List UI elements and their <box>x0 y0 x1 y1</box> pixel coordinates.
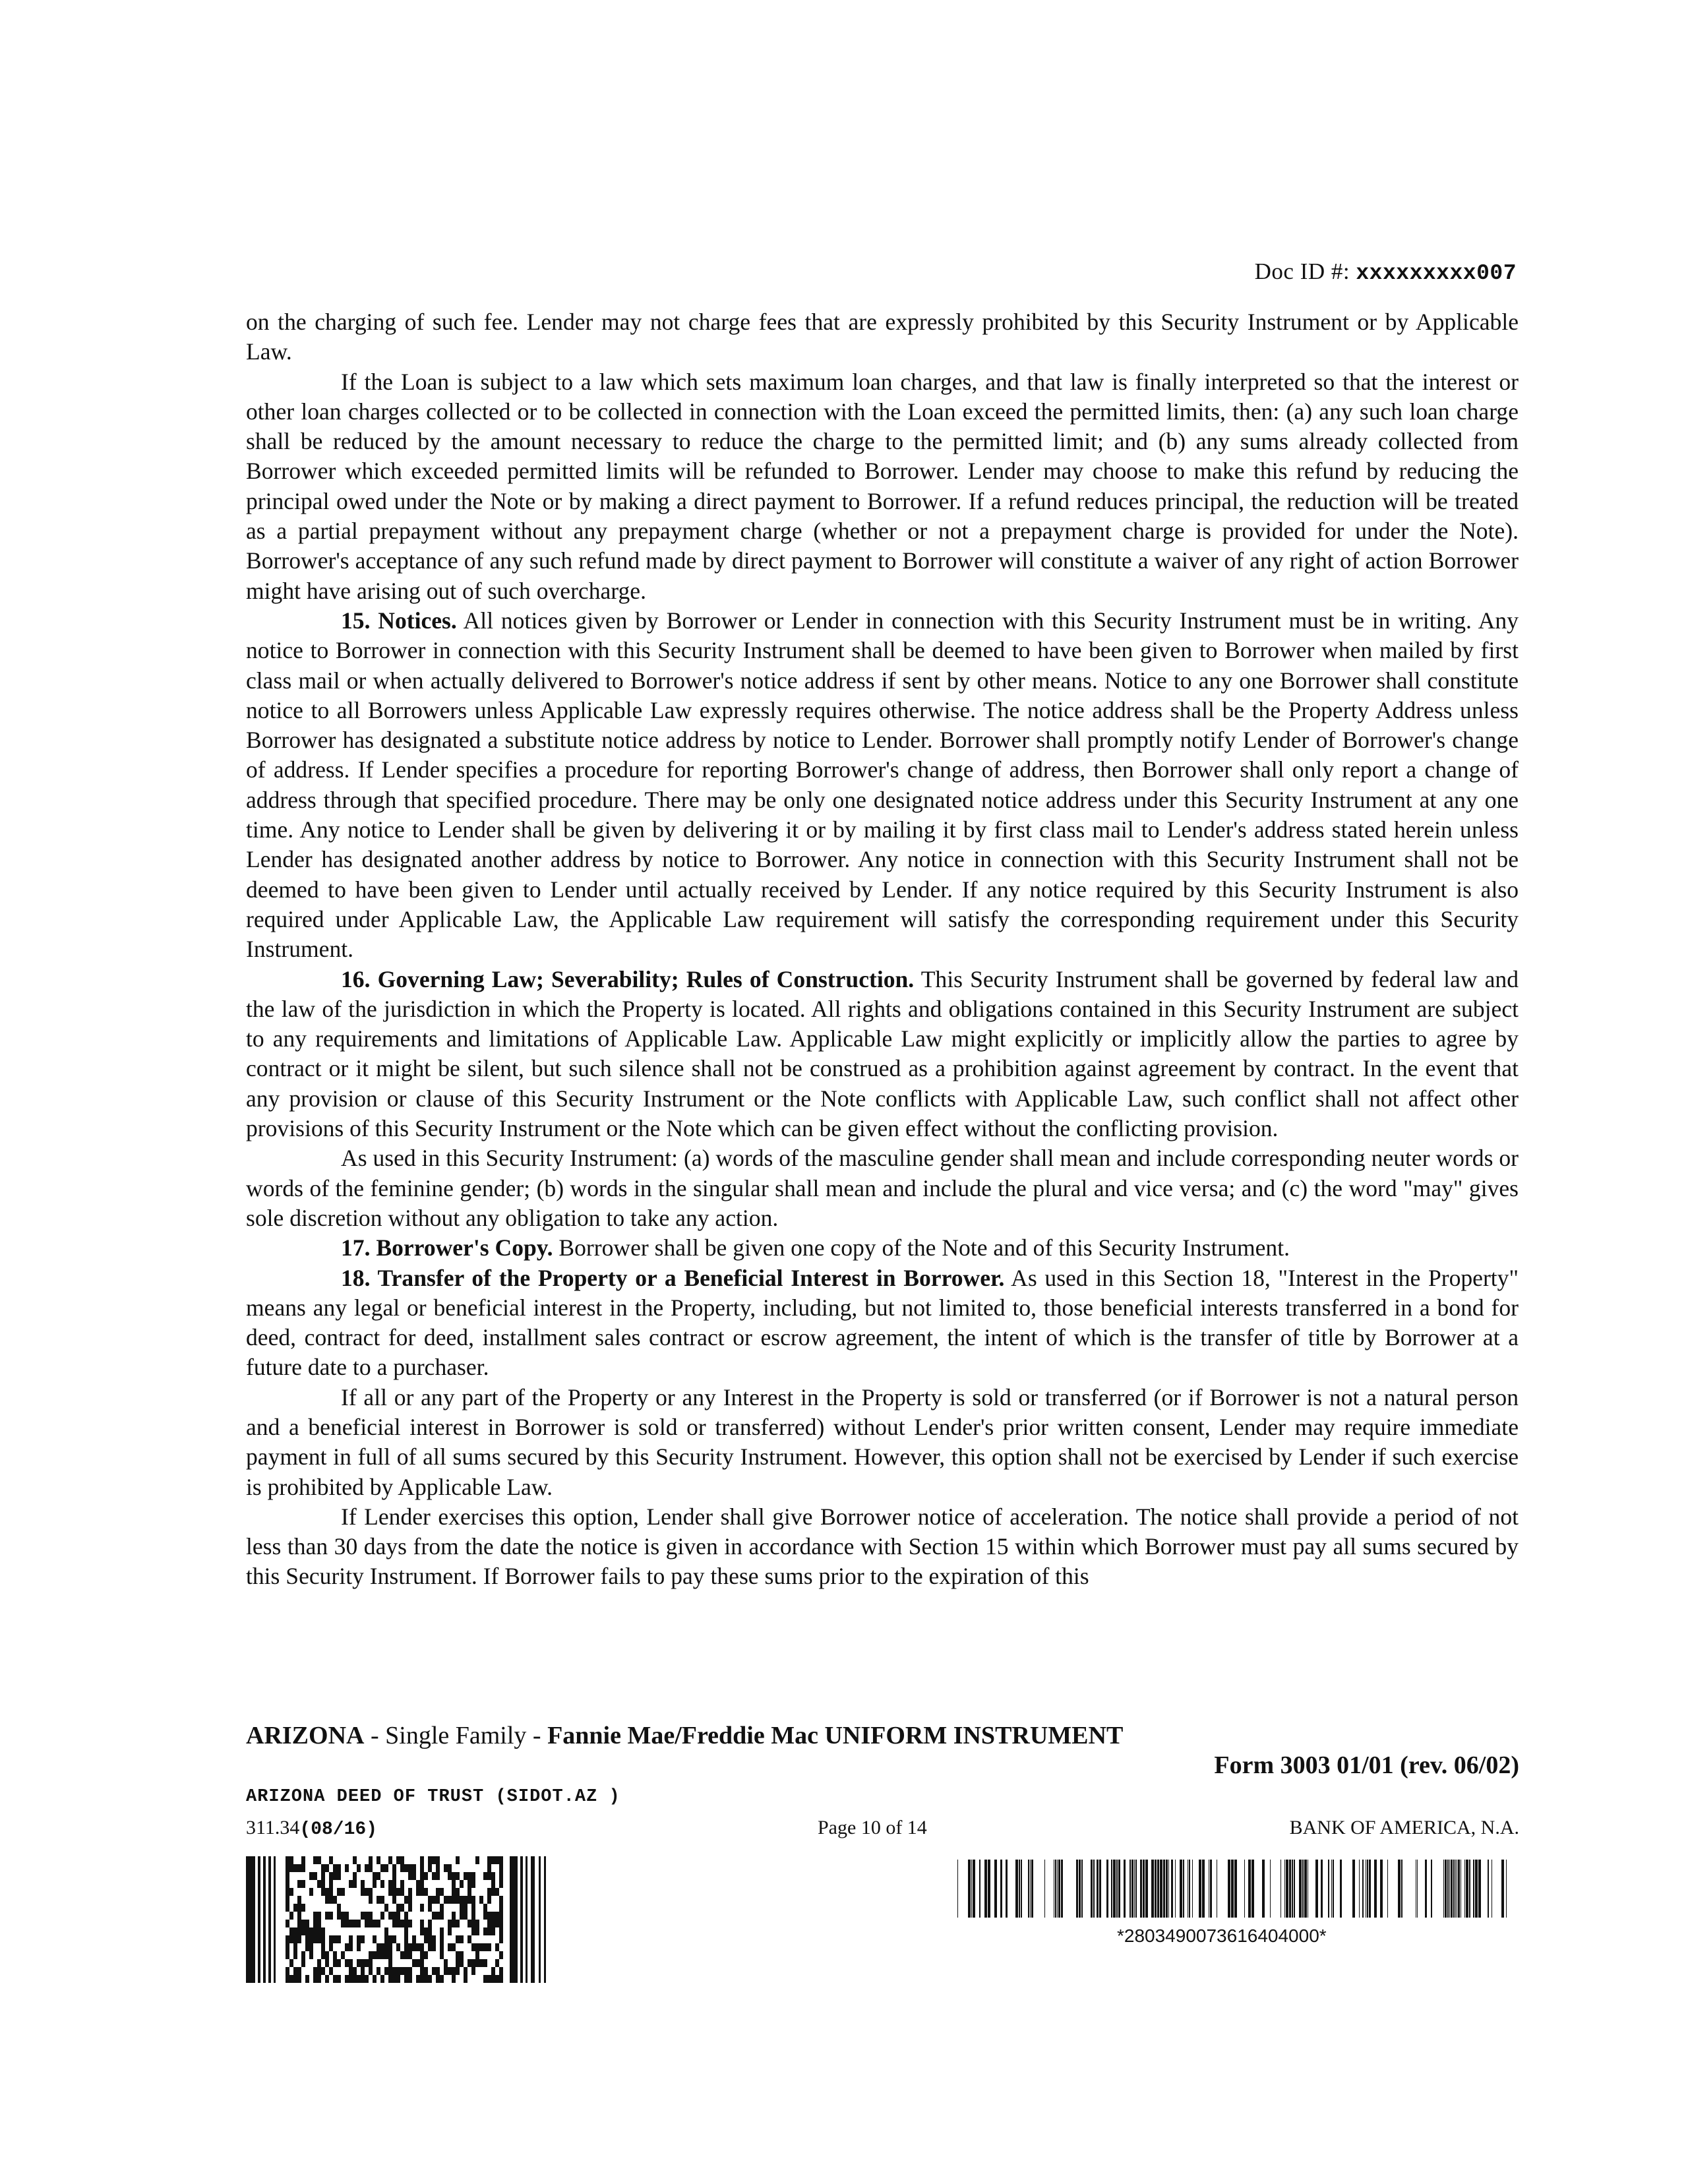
linear-barcode-image <box>956 1860 1522 1918</box>
revision-prefix: 311.34 <box>246 1817 300 1838</box>
section-17-borrowers-copy <box>246 1233 1519 1263</box>
deed-label: ARIZONA DEED OF TRUST (SIDOT.AZ ) <box>246 1787 620 1807</box>
lender-name: BANK OF AMERICA, N.A. <box>1289 1817 1519 1838</box>
revision-date: (08/16) <box>299 1819 378 1840</box>
revision-code <box>246 1817 377 1840</box>
section-18-text: As used in this Section 18, "Interest in the Property" means any legal or beneficial interest in the Property, including, but not limited to, those beneficial interests transferred in a bond for deed, contract for deed, installment sales contract or escrow agreement, the intent of which is the transfer of title by Borrower at a future date to a purchaser. <box>246 1264 1519 1381</box>
footer-state: ARIZONA <box>246 1722 365 1749</box>
paragraph-loan-charges: If the Loan is subject to a law which sets maximum loan charges, and that law is finally interpreted so that the interest or other loan charges collected or to be collected in connection with the Loan exceed the permitted limits, then: (a) any such loan charge shall be reduced by the amount necessary to reduce the charge to the permitted limit; and (b) any sums already collected from Borrower which exceeded permitted limits will be refunded to Borrower. Lender may choose to make this refund by reducing the principal owed under the Note or by making a direct payment to Borrower. If a refund reduces principal, the reduction will be treated as a partial prepayment without any prepayment charge (whether or not a prepayment charge is provided for under the Note). Borrower's acceptance of any such refund made by direct payment to Borrower will constitute a waiver of any right of action Borrower might have arising out of such overcharge. <box>246 368 1519 604</box>
section-16-governing-law <box>246 965 1519 1144</box>
doc-id-header <box>1255 258 1517 286</box>
footer-instrument: Fannie Mae/Freddie Mac UNIFORM INSTRUMENT <box>547 1722 1124 1749</box>
pdf417-barcode-image <box>246 1856 553 1983</box>
section-17-text: Borrower shall be given one copy of the Note and of this Security Instrument. <box>553 1234 1290 1261</box>
section-18-heading: 18. Transfer of the Property or a Beneficial Interest in Borrower. <box>341 1264 1005 1291</box>
barcode-number: *2803490073616404000* <box>1117 1926 1327 1946</box>
doc-id-label: Doc ID #: <box>1254 258 1350 284</box>
footer-family: - Single Family - <box>364 1722 548 1749</box>
page-number: Page 10 of 14 <box>818 1817 927 1838</box>
doc-id-value: xxxxxxxxx007 <box>1356 261 1517 286</box>
footer-instrument-title <box>246 1721 1123 1750</box>
section-17-heading: 17. Borrower's Copy. <box>341 1234 553 1261</box>
section-15-notices <box>246 606 1519 965</box>
paragraph-acceleration: If Lender exercises this option, Lender shall give Borrower notice of acceleration. The notice shall provide a period of not less than 30 days from the date the notice is given in accordance with Section 15 within which Borrower must pay all sums secured by this Security Instrument. If Borrower fails to pay these sums prior to the expiration of this <box>246 1503 1519 1590</box>
section-16-text: This Security Instrument shall be governed by federal law and the law of the jurisdiction in which the Property is located. All rights and obligations contained in this Security Instrument are subject to any requirements and limitations of Applicable Law. Applicable Law might explicitly or implicitly allow the parties to agree by contract or it might be silent, but such silence shall not be construed as a prohibition against agreement by contract. In the event that any provision or clause of this Security Instrument or the Note conflicts with Applicable Law, such conflict shall not affect other provisions of this Security Instrument or the Note which can be given effect without the conflicting provision. <box>246 965 1519 1142</box>
paragraph-fee-continuation: on the charging of such fee. Lender may not charge fees that are expressly prohibited by this Security Instrument or by Applicable Law. <box>246 309 1519 365</box>
document-body <box>246 307 1519 1592</box>
section-15-text: All notices given by Borrower or Lender in connection with this Security Instrument must be in writing. Any notice to Borrower in connection with this Security Instrument shall be deemed to have been given to Borrower when mailed by first class mail or when actually delivered to Borrower's notice address if sent by other means. Notice to any one Borrower shall constitute notice to all Borrowers unless Applicable Law expressly requires otherwise. The notice address shall be the Property Address unless Borrower has designated a substitute notice address by notice to Lender. Borrower shall promptly notify Lender of Borrower's change of address. If Lender specifies a procedure for reporting Borrower's change of address, then Borrower shall only report a change of address through that specified procedure. There may be only one designated notice address under this Security Instrument at any one time. Any notice to Lender shall be given by delivering it or by mailing it by first class mail to Lender's address stated herein unless Lender has designated another address by notice to Borrower. Any notice in connection with this Security Instrument shall not be deemed to have been given to Lender until actually received by Lender. If any notice required by this Security Instrument is also required under Applicable Law, the Applicable Law requirement will satisfy the corresponding requirement under this Security Instrument. <box>246 607 1519 963</box>
section-18-transfer <box>246 1263 1519 1383</box>
form-number: Form 3003 01/01 (rev. 06/02) <box>1214 1751 1519 1779</box>
section-15-heading: 15. Notices. <box>341 607 457 634</box>
paragraph-construction: As used in this Security Instrument: (a) words of the masculine gender shall mean and include corresponding neuter words or words of the feminine gender; (b) words in the singular shall mean and include the plural and vice versa; and (c) the word "may" gives sole discretion without any obligation to take any action. <box>246 1145 1519 1231</box>
section-16-heading: 16. Governing Law; Severability; Rules of Construction. <box>341 965 915 992</box>
paragraph-transfer-consent: If all or any part of the Property or any Interest in the Property is sold or transferred (or if Borrower is not a natural person and a beneficial interest in Borrower is sold or transferred) without Lender's prior written consent, Lender may require immediate payment in full of all sums secured by this Security Instrument. However, this option shall not be exercised by Lender if such exercise is prohibited by Applicable Law. <box>246 1383 1519 1500</box>
